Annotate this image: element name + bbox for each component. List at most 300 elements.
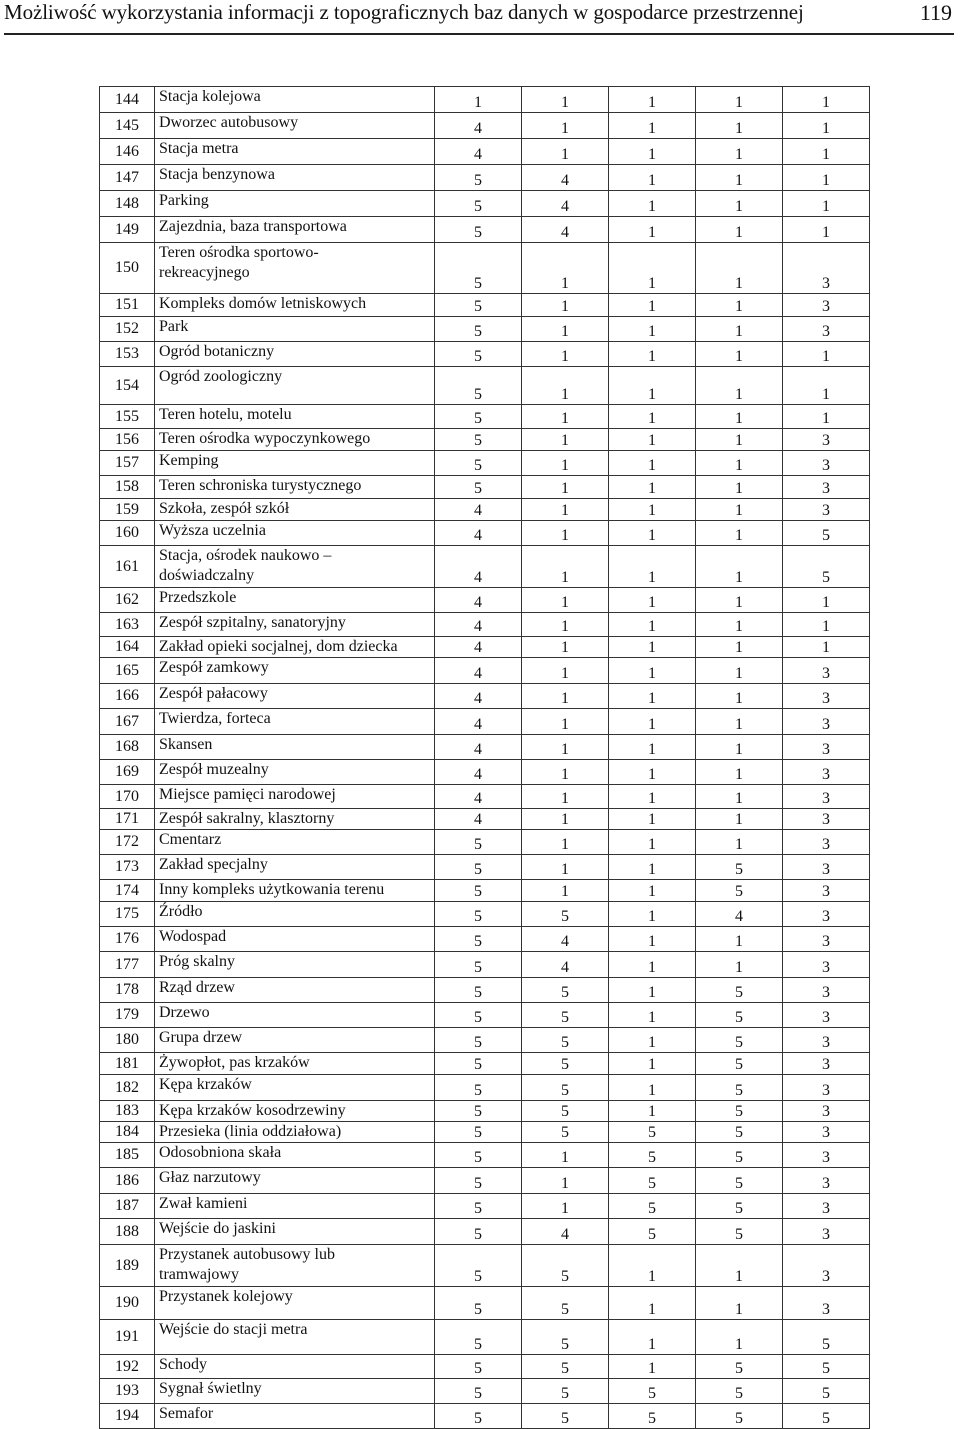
score-cell: 5 xyxy=(522,1287,609,1320)
score-cell: 1 xyxy=(522,830,609,855)
score-cell: 5 xyxy=(609,1194,696,1219)
score-cell: 1 xyxy=(696,613,783,637)
score-cell: 5 xyxy=(435,165,522,191)
row-number: 159 xyxy=(100,499,155,521)
score-cell: 1 xyxy=(609,1355,696,1379)
score-cell: 1 xyxy=(696,927,783,952)
score-cell: 5 xyxy=(435,1075,522,1101)
score-cell: 3 xyxy=(783,1122,870,1143)
table-row xyxy=(100,637,870,658)
score-cell: 1 xyxy=(783,139,870,165)
row-number: 151 xyxy=(100,294,155,317)
score-cell: 1 xyxy=(696,809,783,830)
score-cell: 1 xyxy=(696,709,783,735)
score-cell: 1 xyxy=(696,637,783,658)
object-name-line: Skansen xyxy=(159,736,213,753)
row-number: 194 xyxy=(100,1404,155,1429)
object-name-line: Kępa krzaków kosodrzewiny xyxy=(159,1102,346,1119)
score-cell: 1 xyxy=(522,113,609,139)
score-cell: 1 xyxy=(522,429,609,451)
score-cell: 3 xyxy=(783,855,870,880)
score-cell: 5 xyxy=(696,1053,783,1075)
score-cell: 5 xyxy=(435,978,522,1003)
score-cell: 1 xyxy=(696,405,783,429)
score-cell: 3 xyxy=(783,709,870,735)
score-cell: 3 xyxy=(783,1075,870,1101)
score-cell: 3 xyxy=(783,684,870,709)
table-row xyxy=(100,978,870,1003)
object-name-line: Zwał kamieni xyxy=(159,1195,248,1212)
score-cell: 1 xyxy=(609,760,696,785)
score-cell: 3 xyxy=(783,658,870,684)
score-cell: 1 xyxy=(783,87,870,113)
score-cell: 1 xyxy=(696,217,783,243)
object-name xyxy=(155,165,435,191)
score-cell: 1 xyxy=(609,113,696,139)
score-cell: 5 xyxy=(435,191,522,217)
table-row xyxy=(100,902,870,927)
row-number: 160 xyxy=(100,521,155,546)
object-name xyxy=(155,1075,435,1101)
table-row xyxy=(100,429,870,451)
object-name xyxy=(155,637,435,658)
object-name xyxy=(155,499,435,521)
score-cell: 5 xyxy=(696,1219,783,1245)
row-number: 170 xyxy=(100,785,155,809)
object-name xyxy=(155,367,435,405)
row-number: 178 xyxy=(100,978,155,1003)
score-cell: 3 xyxy=(783,952,870,978)
table-row xyxy=(100,1143,870,1168)
score-cell: 1 xyxy=(609,588,696,613)
score-cell: 1 xyxy=(609,1245,696,1287)
object-name xyxy=(155,1355,435,1379)
score-cell: 1 xyxy=(522,637,609,658)
object-name xyxy=(155,830,435,855)
row-number: 187 xyxy=(100,1194,155,1219)
object-name xyxy=(155,546,435,588)
score-cell: 5 xyxy=(696,1003,783,1028)
score-cell: 5 xyxy=(696,1075,783,1101)
score-cell: 1 xyxy=(522,588,609,613)
score-cell: 3 xyxy=(783,760,870,785)
score-cell: 3 xyxy=(783,978,870,1003)
table-row xyxy=(100,927,870,952)
score-cell: 1 xyxy=(696,139,783,165)
object-name-line: Parking xyxy=(159,192,209,209)
score-cell: 1 xyxy=(609,476,696,499)
object-name-line: Stacja, ośrodek naukowo – xyxy=(159,547,332,564)
object-name-line: Wejście do jaskini xyxy=(159,1220,276,1237)
object-name xyxy=(155,978,435,1003)
score-cell: 4 xyxy=(522,1219,609,1245)
table-row xyxy=(100,1003,870,1028)
table-row xyxy=(100,451,870,476)
score-cell: 1 xyxy=(609,855,696,880)
score-cell: 1 xyxy=(696,367,783,405)
object-name xyxy=(155,1404,435,1429)
row-number: 164 xyxy=(100,637,155,658)
object-name-line: rekreacyjnego xyxy=(159,264,250,281)
table-row xyxy=(100,684,870,709)
score-cell: 5 xyxy=(435,1320,522,1355)
object-name-line: Żywopłot, pas krzaków xyxy=(159,1054,310,1071)
score-cell: 3 xyxy=(783,499,870,521)
object-name xyxy=(155,1168,435,1194)
score-cell: 1 xyxy=(522,658,609,684)
score-cell: 4 xyxy=(435,588,522,613)
score-cell: 3 xyxy=(783,1219,870,1245)
table-row xyxy=(100,760,870,785)
score-cell: 5 xyxy=(435,429,522,451)
table-row xyxy=(100,1355,870,1379)
score-cell: 4 xyxy=(435,684,522,709)
object-name-line: Odosobniona skała xyxy=(159,1144,282,1161)
table-row xyxy=(100,87,870,113)
score-cell: 5 xyxy=(522,1245,609,1287)
object-name xyxy=(155,451,435,476)
score-cell: 3 xyxy=(783,294,870,317)
score-cell: 1 xyxy=(609,87,696,113)
score-cell: 1 xyxy=(696,521,783,546)
table-row xyxy=(100,613,870,637)
score-cell: 5 xyxy=(435,1101,522,1122)
score-cell: 5 xyxy=(783,1379,870,1404)
table-row xyxy=(100,191,870,217)
score-cell: 1 xyxy=(522,294,609,317)
page-header xyxy=(4,0,954,35)
score-cell: 5 xyxy=(522,902,609,927)
row-number: 156 xyxy=(100,429,155,451)
row-number: 169 xyxy=(100,760,155,785)
score-cell: 5 xyxy=(696,1122,783,1143)
score-cell: 1 xyxy=(609,405,696,429)
object-name-line: Źródło xyxy=(159,903,203,920)
score-cell: 5 xyxy=(435,476,522,499)
score-cell: 4 xyxy=(522,217,609,243)
object-name-line: Zajezdnia, baza transportowa xyxy=(159,218,347,235)
score-cell: 1 xyxy=(522,735,609,760)
score-cell: 1 xyxy=(609,902,696,927)
score-cell: 5 xyxy=(696,880,783,902)
object-name-line: Teren hotelu, motelu xyxy=(159,406,292,423)
object-name-line: Miejsce pamięci narodowej xyxy=(159,786,336,803)
row-number: 155 xyxy=(100,405,155,429)
score-cell: 1 xyxy=(783,367,870,405)
score-cell: 4 xyxy=(435,809,522,830)
score-cell: 1 xyxy=(609,1101,696,1122)
object-name-line: Przystanek autobusowy lub xyxy=(159,1246,335,1263)
score-cell: 4 xyxy=(435,760,522,785)
row-number: 193 xyxy=(100,1379,155,1404)
score-cell: 1 xyxy=(522,451,609,476)
object-name-line: Stacja benzynowa xyxy=(159,166,275,183)
score-cell: 5 xyxy=(435,1355,522,1379)
object-name xyxy=(155,809,435,830)
object-name-line: Przedszkole xyxy=(159,589,237,606)
score-cell: 5 xyxy=(435,880,522,902)
object-name xyxy=(155,658,435,684)
row-number: 167 xyxy=(100,709,155,735)
object-name-line: Wodospad xyxy=(159,928,227,945)
score-cell: 5 xyxy=(783,1320,870,1355)
score-cell: 5 xyxy=(609,1143,696,1168)
object-name-line: Zespół muzealny xyxy=(159,761,269,778)
score-cell: 1 xyxy=(609,684,696,709)
object-name-line: Kompleks domów letniskowych xyxy=(159,295,367,312)
object-name-line: Wejście do stacji metra xyxy=(159,1321,308,1338)
score-cell: 4 xyxy=(435,735,522,760)
object-name xyxy=(155,760,435,785)
table-row xyxy=(100,658,870,684)
object-name-line: Zakład specjalny xyxy=(159,856,268,873)
table-row xyxy=(100,809,870,830)
score-cell: 1 xyxy=(696,191,783,217)
score-cell: 5 xyxy=(435,1245,522,1287)
score-cell: 5 xyxy=(696,1168,783,1194)
row-number: 192 xyxy=(100,1355,155,1379)
table-row xyxy=(100,1245,870,1287)
table-row xyxy=(100,139,870,165)
score-cell: 1 xyxy=(783,342,870,367)
score-cell: 1 xyxy=(696,451,783,476)
table-row xyxy=(100,709,870,735)
object-name-line: Inny kompleks użytkowania terenu xyxy=(159,881,385,898)
score-cell: 5 xyxy=(435,342,522,367)
object-name xyxy=(155,855,435,880)
score-cell: 1 xyxy=(609,880,696,902)
score-cell: 5 xyxy=(435,405,522,429)
score-cell: 3 xyxy=(783,809,870,830)
object-name xyxy=(155,684,435,709)
score-cell: 1 xyxy=(609,342,696,367)
object-name xyxy=(155,735,435,760)
score-cell: 5 xyxy=(783,1404,870,1429)
score-cell: 1 xyxy=(696,760,783,785)
table-row xyxy=(100,113,870,139)
score-cell: 1 xyxy=(696,476,783,499)
object-name xyxy=(155,588,435,613)
score-cell: 1 xyxy=(696,1287,783,1320)
score-cell: 5 xyxy=(435,317,522,342)
object-name xyxy=(155,709,435,735)
object-name xyxy=(155,1028,435,1053)
table-row xyxy=(100,1219,870,1245)
page-number: 119 xyxy=(919,0,952,25)
object-name xyxy=(155,902,435,927)
row-number: 157 xyxy=(100,451,155,476)
score-cell: 1 xyxy=(609,294,696,317)
score-cell: 3 xyxy=(783,830,870,855)
score-cell: 5 xyxy=(435,1003,522,1028)
score-cell: 1 xyxy=(609,927,696,952)
score-cell: 1 xyxy=(696,785,783,809)
score-cell: 5 xyxy=(435,1379,522,1404)
score-cell: 5 xyxy=(435,902,522,927)
score-cell: 1 xyxy=(783,613,870,637)
table-row xyxy=(100,830,870,855)
row-number: 149 xyxy=(100,217,155,243)
score-cell: 1 xyxy=(696,830,783,855)
score-cell: 1 xyxy=(609,830,696,855)
data-table xyxy=(99,86,870,1429)
score-cell: 1 xyxy=(696,1320,783,1355)
score-cell: 3 xyxy=(783,317,870,342)
table-row xyxy=(100,855,870,880)
score-cell: 1 xyxy=(522,855,609,880)
score-cell: 5 xyxy=(435,217,522,243)
score-cell: 1 xyxy=(522,243,609,294)
table-row xyxy=(100,165,870,191)
score-cell: 4 xyxy=(696,902,783,927)
score-cell: 3 xyxy=(783,880,870,902)
row-number: 173 xyxy=(100,855,155,880)
score-cell: 1 xyxy=(522,684,609,709)
score-cell: 5 xyxy=(435,1122,522,1143)
object-name-line: Stacja metra xyxy=(159,140,239,157)
score-cell: 5 xyxy=(696,855,783,880)
score-cell: 4 xyxy=(435,637,522,658)
score-cell: 5 xyxy=(435,830,522,855)
row-number: 184 xyxy=(100,1122,155,1143)
object-name-line: Ogród zoologiczny xyxy=(159,368,283,385)
object-name-line: Stacja kolejowa xyxy=(159,88,261,105)
table-row xyxy=(100,1404,870,1429)
score-cell: 1 xyxy=(696,317,783,342)
score-cell: 1 xyxy=(696,1245,783,1287)
row-number: 191 xyxy=(100,1320,155,1355)
object-name xyxy=(155,113,435,139)
score-cell: 5 xyxy=(696,1143,783,1168)
row-number: 180 xyxy=(100,1028,155,1053)
object-name-line: Semafor xyxy=(159,1405,214,1422)
score-cell: 4 xyxy=(435,521,522,546)
object-name-line: Zakład opieki socjalnej, dom dziecka xyxy=(159,638,398,655)
score-cell: 1 xyxy=(696,684,783,709)
row-number: 176 xyxy=(100,927,155,952)
object-name-line: tramwajowy xyxy=(159,1266,239,1283)
table-row xyxy=(100,294,870,317)
score-cell: 3 xyxy=(783,735,870,760)
row-number: 179 xyxy=(100,1003,155,1028)
score-cell: 1 xyxy=(609,709,696,735)
row-number: 154 xyxy=(100,367,155,405)
object-name xyxy=(155,294,435,317)
row-number: 150 xyxy=(100,243,155,294)
row-number: 152 xyxy=(100,317,155,342)
score-cell: 1 xyxy=(522,476,609,499)
score-cell: 1 xyxy=(609,521,696,546)
score-cell: 1 xyxy=(609,317,696,342)
score-cell: 1 xyxy=(696,546,783,588)
score-cell: 4 xyxy=(435,658,522,684)
score-cell: 3 xyxy=(783,1028,870,1053)
score-cell: 3 xyxy=(783,1287,870,1320)
score-cell: 3 xyxy=(783,1245,870,1287)
score-cell: 1 xyxy=(696,243,783,294)
object-name xyxy=(155,243,435,294)
score-cell: 1 xyxy=(609,243,696,294)
score-cell: 1 xyxy=(522,613,609,637)
score-cell: 3 xyxy=(783,1003,870,1028)
row-number: 171 xyxy=(100,809,155,830)
object-name xyxy=(155,927,435,952)
object-name xyxy=(155,342,435,367)
row-number: 163 xyxy=(100,613,155,637)
score-cell: 5 xyxy=(609,1122,696,1143)
score-cell: 1 xyxy=(522,139,609,165)
score-cell: 5 xyxy=(522,1053,609,1075)
score-cell: 4 xyxy=(435,139,522,165)
score-cell: 5 xyxy=(435,294,522,317)
table-row xyxy=(100,243,870,294)
table-row xyxy=(100,342,870,367)
score-cell: 5 xyxy=(435,1168,522,1194)
table-row xyxy=(100,521,870,546)
score-cell: 1 xyxy=(522,880,609,902)
object-name-line: Zespół szpitalny, sanatoryjny xyxy=(159,614,346,631)
score-cell: 4 xyxy=(435,709,522,735)
score-cell: 5 xyxy=(696,1028,783,1053)
object-name-line: Przystanek kolejowy xyxy=(159,1288,293,1305)
object-name-line: Zespół sakralny, klasztorny xyxy=(159,810,335,827)
score-cell: 5 xyxy=(522,1003,609,1028)
object-name-line: Schody xyxy=(159,1356,207,1373)
score-cell: 1 xyxy=(783,113,870,139)
score-cell: 1 xyxy=(609,191,696,217)
score-cell: 1 xyxy=(522,405,609,429)
object-name xyxy=(155,1003,435,1028)
table-row xyxy=(100,1287,870,1320)
score-cell: 5 xyxy=(609,1379,696,1404)
score-cell: 4 xyxy=(522,952,609,978)
score-cell: 1 xyxy=(522,785,609,809)
object-name-line: Szkoła, zespół szkół xyxy=(159,500,290,517)
table-row xyxy=(100,1028,870,1053)
score-cell: 1 xyxy=(609,1287,696,1320)
row-number: 144 xyxy=(100,87,155,113)
score-cell: 5 xyxy=(696,1404,783,1429)
score-cell: 1 xyxy=(783,588,870,613)
score-cell: 5 xyxy=(435,1404,522,1429)
score-cell: 5 xyxy=(609,1168,696,1194)
table-row xyxy=(100,588,870,613)
score-cell: 5 xyxy=(522,1404,609,1429)
score-cell: 1 xyxy=(696,342,783,367)
object-name xyxy=(155,1122,435,1143)
score-cell: 1 xyxy=(435,87,522,113)
object-name xyxy=(155,613,435,637)
row-number: 145 xyxy=(100,113,155,139)
object-name xyxy=(155,880,435,902)
score-cell: 5 xyxy=(435,1143,522,1168)
object-name xyxy=(155,1379,435,1404)
object-name xyxy=(155,191,435,217)
row-number: 158 xyxy=(100,476,155,499)
row-number: 175 xyxy=(100,902,155,927)
score-cell: 5 xyxy=(783,546,870,588)
score-cell: 1 xyxy=(783,637,870,658)
score-cell: 5 xyxy=(696,978,783,1003)
score-cell: 1 xyxy=(783,191,870,217)
score-cell: 4 xyxy=(435,113,522,139)
row-number: 183 xyxy=(100,1101,155,1122)
score-cell: 1 xyxy=(522,499,609,521)
score-cell: 5 xyxy=(435,952,522,978)
score-cell: 4 xyxy=(435,785,522,809)
object-name xyxy=(155,1143,435,1168)
score-cell: 4 xyxy=(435,613,522,637)
